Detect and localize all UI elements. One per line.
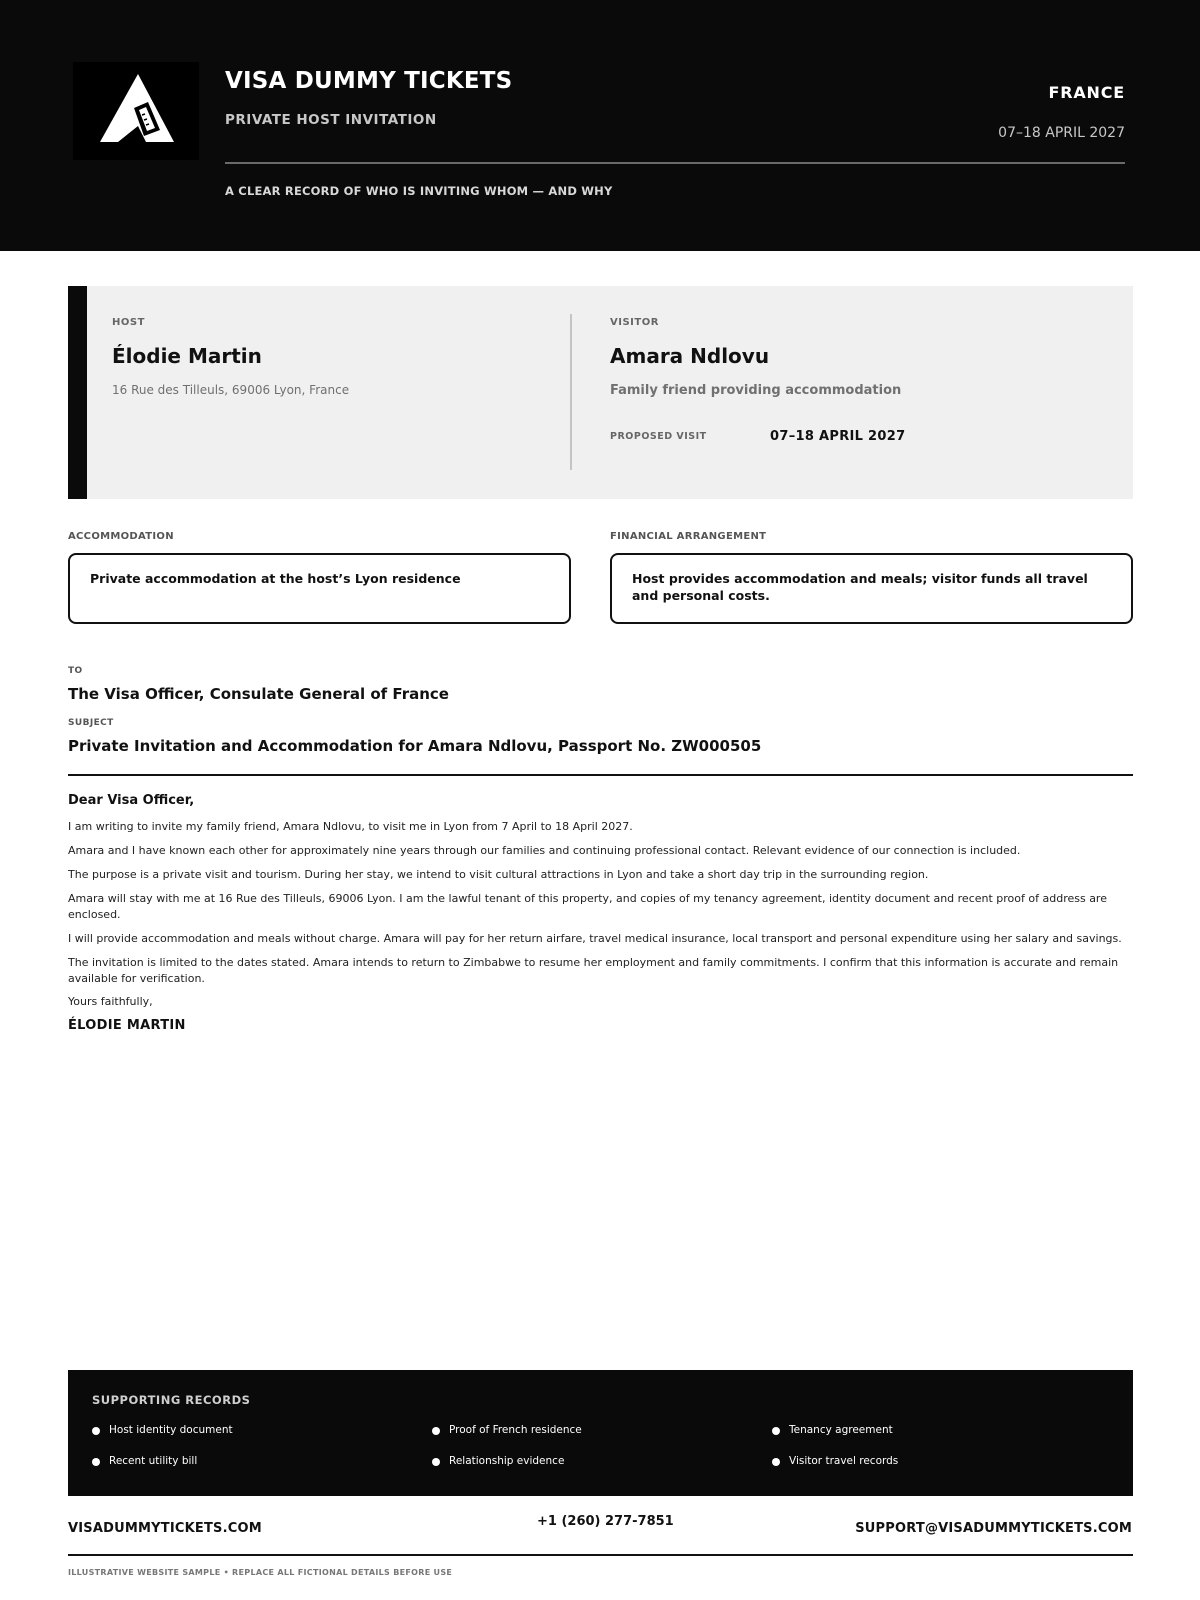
salutation: Dear Visa Officer, <box>68 793 195 808</box>
proposed-visit-dates: 07–18 APRIL 2027 <box>770 429 906 444</box>
brand-logo <box>73 62 199 160</box>
footer-disclaimer: ILLUSTRATIVE WEBSITE SAMPLE • REPLACE ALL FICTIONAL DETAILS BEFORE USE <box>68 1568 453 1577</box>
bullet-icon <box>432 1458 440 1466</box>
bullet-icon <box>432 1427 440 1435</box>
footer-website[interactable]: VISADUMMYTICKETS.COM <box>68 1521 262 1536</box>
panel-accent-bar <box>68 286 87 499</box>
parties-divider <box>570 314 572 470</box>
supporting-records-title: SUPPORTING RECORDS <box>92 1393 251 1407</box>
letter-paragraph: Amara and I have known each other for approximately nine years through our families and continuing professional contact. Relevant evidence of our connection is included. <box>68 844 1021 857</box>
visitor-label: VISITOR <box>610 317 659 328</box>
document-header <box>0 0 1200 251</box>
record-item <box>109 1455 197 1467</box>
visitor-name: Amara Ndlovu <box>610 344 770 368</box>
record-item-label: Proof of French residence <box>449 1424 582 1436</box>
signature-name: ÉLODIE MARTIN <box>68 1018 186 1033</box>
document-type: PRIVATE HOST INVITATION <box>225 112 437 128</box>
header-tagline: A CLEAR RECORD OF WHO IS INVITING WHOM — AND WHY <box>225 184 613 198</box>
parties-panel <box>68 286 1133 499</box>
visitor-relation: Family friend providing accommodation <box>610 383 902 398</box>
footer-email[interactable]: SUPPORT@VISADUMMYTICKETS.COM <box>855 1521 1132 1536</box>
financial-arrangement-text: Host provides accommodation and meals; visitor funds all travel and personal costs. <box>632 571 1088 603</box>
closing: Yours faithfully, <box>68 995 153 1008</box>
record-item <box>789 1424 893 1436</box>
host-name: Élodie Martin <box>112 344 262 368</box>
bullet-icon <box>772 1458 780 1466</box>
record-item <box>109 1424 233 1436</box>
footer-divider <box>68 1554 1133 1556</box>
accommodation-text: Private accommodation at the host’s Lyon residence <box>90 571 461 586</box>
bullet-icon <box>772 1427 780 1435</box>
bullet-icon <box>92 1458 100 1466</box>
record-item <box>449 1424 582 1436</box>
letter-paragraph: The purpose is a private visit and tourism. During her stay, we intend to visit cultural attractions in Lyon and take a short day trip in the surrounding region. <box>68 868 929 881</box>
host-address: 16 Rue des Tilleuls, 69006 Lyon, France <box>112 383 350 397</box>
letter-divider <box>68 774 1133 776</box>
accommodation-label: ACCOMMODATION <box>68 531 174 542</box>
record-item-label: Visitor travel records <box>789 1455 899 1467</box>
stylized-a-ticket-logo-icon <box>100 74 174 148</box>
host-label: HOST <box>112 317 145 328</box>
record-item-label: Recent utility bill <box>109 1455 198 1467</box>
footer-phone[interactable]: +1 (260) 277-7851 <box>537 1514 674 1529</box>
record-item <box>449 1455 564 1467</box>
recipient: The Visa Officer, Consulate General of France <box>68 685 449 703</box>
subject-line: Private Invitation and Accommodation for Amara Ndlovu, Passport No. ZW000505 <box>68 737 762 755</box>
letter-paragraph: I am writing to invite my family friend, Amara Ndlovu, to visit me in Lyon from 7 April to 18 April 2027. <box>68 820 633 833</box>
financial-arrangement-box <box>610 553 1133 624</box>
accommodation-box <box>68 553 571 624</box>
letter-paragraph: I will provide accommodation and meals without charge. Amara will pay for her return airfare, travel medical insurance, local transport and personal expenditure using her salary and savings. <box>68 932 1122 945</box>
subject-label: SUBJECT <box>68 718 114 728</box>
letter-body <box>68 793 1138 1033</box>
letter-paragraph: Amara will stay with me at 16 Rue des Tilleuls, 69006 Lyon. I am the lawful tenant of this property, and copies of my tenancy agreement, identity document and recent proof of address are enclosed. <box>68 892 1107 921</box>
to-label: TO <box>68 666 83 676</box>
supporting-records-panel <box>68 1370 1133 1496</box>
record-item-label: Host identity document <box>109 1424 233 1436</box>
proposed-visit-label: PROPOSED VISIT <box>610 431 707 442</box>
header-dates: 07–18 APRIL 2027 <box>998 125 1125 141</box>
record-item-label: Tenancy agreement <box>789 1424 893 1436</box>
financial-arrangement-label: FINANCIAL ARRANGEMENT <box>610 531 767 542</box>
destination-country: FRANCE <box>1048 83 1125 102</box>
record-item-label: Relationship evidence <box>449 1455 565 1467</box>
brand-title: VISA DUMMY TICKETS <box>225 68 513 94</box>
letter-paragraph: The invitation is limited to the dates stated. Amara intends to return to Zimbabwe to resume her employment and family commitments. I confirm that this information is accurate and remain available for verification. <box>68 956 1119 985</box>
header-divider <box>225 162 1125 164</box>
bullet-icon <box>92 1427 100 1435</box>
record-item <box>789 1455 898 1467</box>
